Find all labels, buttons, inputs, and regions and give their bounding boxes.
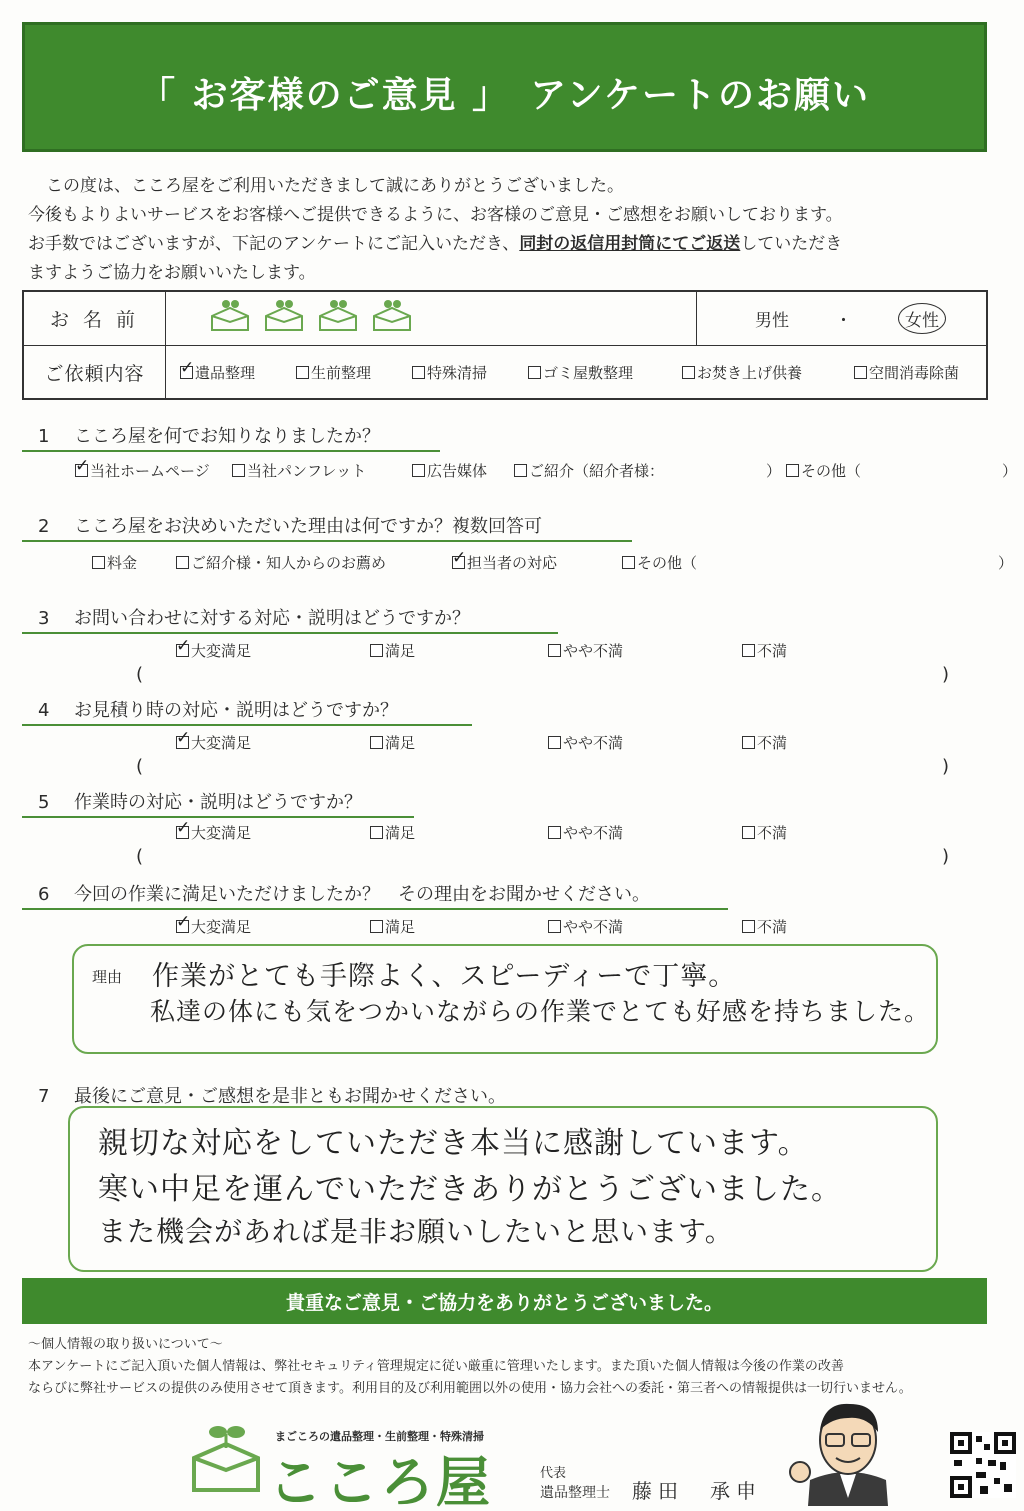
comment-handwritten: 寒い中足を運んでいただきありがとうございました。 [98, 1172, 842, 1207]
thanks-banner: 貴重なご意見・ご協力をありがとうございました。 [22, 1278, 987, 1324]
question-underline [22, 632, 558, 634]
service-option[interactable]: ゴミ屋敷整理 [528, 362, 633, 383]
checkbox[interactable] [412, 366, 425, 379]
q2-option[interactable]: ✓ 担当者の対応 [452, 552, 557, 573]
service-option[interactable]: 生前整理 [296, 362, 371, 383]
rating-option[interactable]: 満足 [370, 822, 415, 843]
intro-line: 今後もよりよいサービスをお客様へご提供できるように、お客様のご意見・ご感想をお願いしております。 [28, 205, 843, 225]
gender-female-circled[interactable]: 女性 [898, 303, 946, 334]
service-option[interactable]: 空間消毒除菌 [854, 362, 959, 383]
qr-code-icon [950, 1432, 1016, 1498]
privacy-notice [28, 1334, 988, 1400]
header-banner [22, 22, 987, 152]
service-option[interactable]: お焚き上げ供養 [682, 362, 802, 383]
question-underline [22, 908, 728, 910]
reason-handwritten: 私達の体にも気をつかいながらの作業でとても好感を持ちました。 [150, 997, 931, 1026]
brand-logo-icon [186, 1420, 266, 1498]
q1-option[interactable]: 当社パンフレット [232, 460, 366, 481]
checkbox[interactable] [548, 644, 561, 657]
checkbox[interactable] [742, 826, 755, 839]
checkbox-checked[interactable] [176, 920, 189, 933]
service-option[interactable]: 特殊清掃 [412, 362, 487, 383]
q1-option[interactable]: その他（ [786, 460, 861, 481]
rating-option[interactable]: 不満 [742, 916, 787, 937]
rating-option[interactable]: ✓大変満足 [176, 640, 251, 661]
q2-option[interactable]: その他（ [622, 552, 697, 573]
rep-title: 代表 [540, 1466, 567, 1481]
comment-handwritten: また機会があれば是非お願いしたいと思います。 [98, 1215, 734, 1248]
rating-option[interactable]: ✓大変満足 [176, 916, 251, 937]
intro-line: この度は、こころ屋をご利用いただきまして誠にありがとうございました。 [46, 176, 624, 196]
q2-option[interactable]: 料金 [92, 552, 137, 573]
q1-option[interactable]: ご紹介（紹介者様： [514, 460, 664, 481]
q1-option[interactable]: 広告媒体 [412, 460, 487, 481]
q2-paren-close: ） [998, 554, 1014, 572]
brand-name: こころ屋 [268, 1451, 492, 1511]
intro-line: お手数ではございますが、下記のアンケートにご記入いただき、同封の返信用封筒にてご返送していただき [28, 234, 843, 254]
rating-option[interactable]: ✓大変満足 [176, 732, 251, 753]
reason-handwritten: 作業がとても手際よく、スピーディーで丁寧。 [152, 961, 737, 992]
intro-text [28, 172, 978, 288]
checkbox-checked[interactable] [176, 826, 189, 839]
question-underline [22, 816, 414, 818]
comment-paren-open: ( [136, 846, 144, 867]
house-logo-icon [370, 298, 414, 336]
checkbox[interactable] [528, 366, 541, 379]
house-logo-icon [316, 298, 360, 336]
privacy-line: ならびに弊社サービスの提供のみ使用させて頂きます。利用目的及び利用範囲以外の使用・協力会社への委託・第三者への情報提供は一切行いません。 [28, 1381, 912, 1396]
checkbox[interactable] [548, 736, 561, 749]
checkbox[interactable] [412, 464, 425, 477]
question-5: 5 作業時の対応・説明はどうですか？ [38, 792, 362, 813]
checkbox[interactable] [514, 464, 527, 477]
checkbox[interactable] [742, 644, 755, 657]
q1-paren-close: ） [1002, 462, 1018, 480]
house-logo-icon [208, 298, 252, 336]
checkbox[interactable] [296, 366, 309, 379]
gender-male[interactable]: 男性 [755, 311, 789, 331]
q2-option[interactable]: ご紹介様・知人からのお薦め [176, 552, 386, 573]
privacy-line: 本アンケートにご記入頂いた個人情報は、弊社セキュリティ管理規定に従い厳重に管理いたします。また頂いた個人情報は今後の作業の改善 [28, 1359, 844, 1374]
page-title: 「 お客様のご意見 」 アンケートのお願い [139, 75, 870, 116]
rating-option[interactable]: やや不満 [548, 822, 623, 843]
question-7: 7 最後にご意見・ご感想を是非ともお聞かせください。 [38, 1086, 506, 1107]
rating-option[interactable]: やや不満 [548, 916, 623, 937]
checkbox[interactable] [176, 556, 189, 569]
checkbox[interactable] [370, 920, 383, 933]
checkbox[interactable] [370, 736, 383, 749]
comment-paren-close: ) [942, 846, 950, 867]
comment-paren-open: ( [136, 664, 144, 685]
checkbox[interactable] [742, 920, 755, 933]
rating-option[interactable]: 不満 [742, 732, 787, 753]
rating-option[interactable]: やや不満 [548, 640, 623, 661]
brand-tagline: まごころの遺品整理・生前整理・特殊清掃 [275, 1430, 484, 1443]
checkbox[interactable] [742, 736, 755, 749]
checkbox[interactable] [232, 464, 245, 477]
checkbox[interactable] [548, 920, 561, 933]
question-underline [22, 450, 440, 452]
intro-line: ますようご協力をお願いいたします。 [28, 263, 316, 283]
question-3: 3 お問い合わせに対する対応・説明はどうですか？ [38, 608, 470, 629]
rating-option[interactable]: 満足 [370, 916, 415, 937]
checkbox-checked[interactable] [180, 366, 193, 379]
rating-option[interactable]: やや不満 [548, 732, 623, 753]
question-4: 4 お見積り時の対応・説明はどうですか？ [38, 700, 398, 721]
rating-option[interactable]: ✓大変満足 [176, 822, 251, 843]
question-6: 6 今回の作業に満足いただけましたか？ その理由をお聞かせください。 [38, 884, 650, 905]
customer-info-table [22, 290, 988, 400]
q1-option[interactable]: ✓当社ホームページ [75, 460, 210, 481]
rep-name: 藤田 承申 [632, 1479, 762, 1503]
checkbox[interactable] [370, 826, 383, 839]
comment-handwritten: 親切な対応をしていただき本当に感謝しています。 [98, 1126, 809, 1161]
question-underline [22, 540, 632, 542]
privacy-title: ～個人情報の取り扱いについて～ [28, 1337, 223, 1352]
reason-label: 理由 [92, 968, 123, 986]
rating-option[interactable]: 満足 [370, 732, 415, 753]
checkbox[interactable] [682, 366, 695, 379]
gender-field: 男性 ・ 女性 [696, 292, 988, 345]
comment-paren-close: ) [942, 756, 950, 777]
comment-paren-open: ( [136, 756, 144, 777]
question-underline [22, 724, 472, 726]
rep-role: 遺品整理士 [540, 1485, 610, 1501]
checkbox-checked[interactable] [176, 644, 189, 657]
question-1: 1 こころ屋を何でお知りなりましたか？ [38, 426, 380, 447]
representative-illustration [788, 1394, 908, 1506]
return-note: 同封の返信用封筒にてご返送 [519, 234, 741, 254]
checkbox[interactable] [786, 464, 799, 477]
question-2: 2 こころ屋をお決めいただいた理由は何ですか？複数回答可 [38, 516, 542, 537]
checkbox[interactable] [622, 556, 635, 569]
request-label: ご依頼内容 [24, 346, 166, 398]
house-logo-icon [262, 298, 306, 336]
q1-paren-close: ） [766, 462, 782, 480]
checkbox[interactable] [854, 366, 867, 379]
rating-option[interactable]: 満足 [370, 640, 415, 661]
checkbox-checked[interactable] [176, 736, 189, 749]
rating-option[interactable]: 不満 [742, 822, 787, 843]
name-label: お 名 前 [24, 292, 166, 345]
checkbox[interactable] [370, 644, 383, 657]
checkbox[interactable] [548, 826, 561, 839]
comment-paren-close: ) [942, 664, 950, 685]
rating-option[interactable]: 不満 [742, 640, 787, 661]
checkbox-checked[interactable] [75, 464, 88, 477]
service-option[interactable]: ✓ 遺品整理 [180, 362, 255, 383]
checkbox-checked[interactable] [452, 556, 465, 569]
checkbox[interactable] [92, 556, 105, 569]
